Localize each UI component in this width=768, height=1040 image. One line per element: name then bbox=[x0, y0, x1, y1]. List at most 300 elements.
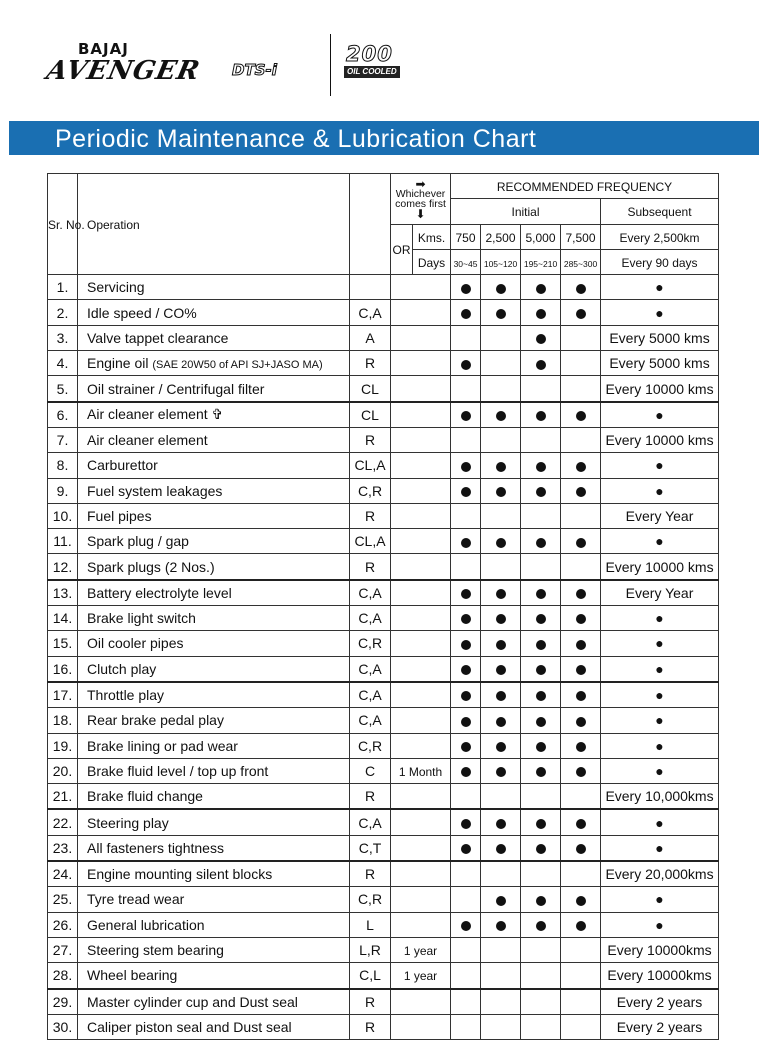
table-row bbox=[48, 861, 719, 887]
initial-cell-2 bbox=[521, 529, 561, 554]
initial-cell-2 bbox=[521, 963, 561, 989]
dot-icon bbox=[496, 309, 506, 319]
operation-label: Steering play bbox=[87, 814, 169, 831]
sr-no-cell: 17. bbox=[48, 682, 78, 708]
initial-cell-3 bbox=[561, 937, 601, 962]
initial-cell-2 bbox=[521, 275, 561, 300]
subsequent-value: ● bbox=[655, 660, 664, 677]
sr-no-cell: 22. bbox=[48, 809, 78, 835]
sr-no-cell: 13. bbox=[48, 580, 78, 606]
subsequent-value: ● bbox=[655, 533, 664, 550]
initial-cell-0 bbox=[451, 1014, 481, 1039]
sr-no-cell: 29. bbox=[48, 989, 78, 1015]
initial-cell-3 bbox=[561, 887, 601, 912]
table-row bbox=[48, 402, 719, 428]
initial-cell-1 bbox=[481, 963, 521, 989]
dot-icon bbox=[496, 896, 506, 906]
limit-cell bbox=[391, 503, 451, 528]
initial-cell-0 bbox=[451, 835, 481, 861]
initial-cell-0 bbox=[451, 503, 481, 528]
code-cell bbox=[350, 275, 391, 300]
subsequent-value: ● bbox=[655, 635, 664, 652]
dot-icon bbox=[576, 487, 586, 497]
operation-cell bbox=[78, 351, 350, 376]
initial-cell-1 bbox=[481, 351, 521, 376]
sr-no-cell: 6. bbox=[48, 402, 78, 428]
table-row bbox=[48, 784, 719, 810]
table-row bbox=[48, 351, 719, 376]
initial-cell-3 bbox=[561, 835, 601, 861]
subsequent-cell bbox=[601, 325, 719, 350]
initial-cell-0 bbox=[451, 963, 481, 989]
subsequent-value: Every 10000 kms bbox=[605, 432, 714, 449]
dot-icon bbox=[496, 284, 506, 294]
initial-cell-0 bbox=[451, 989, 481, 1015]
limit-cell bbox=[391, 733, 451, 758]
limit-cell bbox=[391, 351, 451, 376]
header-sub-kms: Every 2,500km bbox=[601, 224, 719, 249]
dot-icon bbox=[576, 462, 586, 472]
subsequent-value: ● bbox=[655, 916, 664, 933]
subsequent-value: Every 5000 kms bbox=[609, 355, 710, 372]
table-row bbox=[48, 606, 719, 631]
operation-cell bbox=[78, 606, 350, 631]
table-row bbox=[48, 529, 719, 554]
sr-no-cell: 15. bbox=[48, 631, 78, 656]
subsequent-cell bbox=[601, 708, 719, 733]
subsequent-value: ● bbox=[655, 457, 664, 474]
initial-cell-1 bbox=[481, 300, 521, 325]
subsequent-value: ● bbox=[655, 762, 664, 779]
dot-icon bbox=[536, 462, 546, 472]
subsequent-value: ● bbox=[655, 712, 664, 729]
sr-no-cell: 10. bbox=[48, 503, 78, 528]
table-row bbox=[48, 631, 719, 656]
dot-icon bbox=[576, 844, 586, 854]
initial-cell-0 bbox=[451, 554, 481, 580]
table-row bbox=[48, 325, 719, 350]
code-cell: C,A bbox=[350, 708, 391, 733]
initial-cell-2 bbox=[521, 809, 561, 835]
limit-cell bbox=[391, 402, 451, 428]
sr-no-cell: 16. bbox=[48, 656, 78, 682]
code-cell: C,R bbox=[350, 631, 391, 656]
initial-cell-0 bbox=[451, 887, 481, 912]
header-whichever: ➡ Whichever comes first ⬇ bbox=[391, 174, 451, 225]
initial-cell-0 bbox=[451, 937, 481, 962]
operation-label: Brake fluid level / top up front bbox=[87, 762, 269, 779]
sr-no-cell: 7. bbox=[48, 427, 78, 452]
limit-cell bbox=[391, 708, 451, 733]
dot-icon bbox=[496, 538, 506, 548]
initial-cell-0 bbox=[451, 708, 481, 733]
initial-cell-3 bbox=[561, 376, 601, 402]
dot-icon bbox=[536, 896, 546, 906]
code-cell: R bbox=[350, 503, 391, 528]
initial-cell-2 bbox=[521, 554, 561, 580]
subsequent-cell bbox=[601, 1014, 719, 1039]
operation-label: Spark plug / gap bbox=[87, 533, 189, 550]
initial-cell-3 bbox=[561, 529, 601, 554]
limit-cell bbox=[391, 606, 451, 631]
initial-cell-3 bbox=[561, 503, 601, 528]
table-row bbox=[48, 758, 719, 783]
initial-cell-2 bbox=[521, 758, 561, 783]
dot-icon bbox=[536, 717, 546, 727]
operation-note: (SAE 20W50 of API SJ+JASO MA) bbox=[152, 359, 323, 372]
subsequent-cell bbox=[601, 758, 719, 783]
dot-icon bbox=[496, 614, 506, 624]
sr-no-cell: 28. bbox=[48, 963, 78, 989]
initial-cell-3 bbox=[561, 861, 601, 887]
dot-icon bbox=[496, 411, 506, 421]
initial-cell-3 bbox=[561, 758, 601, 783]
operation-label: Steering stem bearing bbox=[87, 942, 224, 959]
initial-cell-3 bbox=[561, 656, 601, 682]
subsequent-cell bbox=[601, 580, 719, 606]
header-initial: Initial bbox=[451, 199, 601, 224]
subsequent-value: Every 20,000kms bbox=[605, 866, 714, 883]
subsequent-value: Every 10000 kms bbox=[605, 380, 714, 397]
limit-cell bbox=[391, 300, 451, 325]
initial-cell-0 bbox=[451, 733, 481, 758]
header-kms-label: Kms. bbox=[413, 224, 451, 249]
subsequent-cell bbox=[601, 784, 719, 810]
initial-cell-2 bbox=[521, 427, 561, 452]
dot-icon bbox=[536, 742, 546, 752]
subsequent-cell bbox=[601, 912, 719, 937]
table-row bbox=[48, 912, 719, 937]
header-kms-3: 7,500 bbox=[561, 224, 601, 249]
dot-icon bbox=[496, 462, 506, 472]
operation-cell bbox=[78, 656, 350, 682]
operation-label: General lubrication bbox=[87, 916, 205, 933]
initial-cell-2 bbox=[521, 402, 561, 428]
initial-cell-2 bbox=[521, 351, 561, 376]
subsequent-cell bbox=[601, 937, 719, 962]
dot-icon bbox=[576, 309, 586, 319]
dot-icon bbox=[536, 411, 546, 421]
sr-no-cell: 18. bbox=[48, 708, 78, 733]
brand-maker: BAJAJ bbox=[78, 40, 129, 58]
operation-cell bbox=[78, 835, 350, 861]
initial-cell-0 bbox=[451, 351, 481, 376]
dot-icon bbox=[576, 589, 586, 599]
initial-cell-1 bbox=[481, 656, 521, 682]
subsequent-value: Every 2 years bbox=[616, 993, 703, 1010]
subsequent-cell bbox=[601, 861, 719, 887]
dot-icon bbox=[461, 717, 471, 727]
dot-icon bbox=[576, 896, 586, 906]
subsequent-value: Every 10000kms bbox=[607, 942, 712, 959]
header-days-3: 285~300 bbox=[561, 249, 601, 274]
initial-cell-0 bbox=[451, 912, 481, 937]
subsequent-value: ● bbox=[655, 687, 664, 704]
operation-label: Wheel bearing bbox=[87, 967, 178, 984]
limit-cell bbox=[391, 275, 451, 300]
initial-cell-2 bbox=[521, 708, 561, 733]
subsequent-cell bbox=[601, 835, 719, 861]
subsequent-value: ● bbox=[655, 839, 664, 856]
dot-icon bbox=[536, 665, 546, 675]
initial-cell-0 bbox=[451, 606, 481, 631]
dot-icon bbox=[536, 844, 546, 854]
initial-cell-0 bbox=[451, 529, 481, 554]
operation-cell bbox=[78, 861, 350, 887]
code-cell: C,A bbox=[350, 300, 391, 325]
table-row bbox=[48, 275, 719, 300]
initial-cell-3 bbox=[561, 784, 601, 810]
subsequent-cell bbox=[601, 733, 719, 758]
dot-icon bbox=[496, 767, 506, 777]
subsequent-value: ● bbox=[655, 279, 664, 296]
sr-no-cell: 21. bbox=[48, 784, 78, 810]
subsequent-value: ● bbox=[655, 737, 664, 754]
dot-icon bbox=[576, 284, 586, 294]
initial-cell-1 bbox=[481, 427, 521, 452]
initial-cell-0 bbox=[451, 453, 481, 478]
operation-cell bbox=[78, 325, 350, 350]
dot-icon bbox=[461, 742, 471, 752]
operation-cell bbox=[78, 809, 350, 835]
limit-cell bbox=[391, 529, 451, 554]
operation-label: Brake lining or pad wear bbox=[87, 737, 238, 754]
operation-cell bbox=[78, 1014, 350, 1039]
dot-icon bbox=[461, 487, 471, 497]
table-row bbox=[48, 809, 719, 835]
initial-cell-2 bbox=[521, 937, 561, 962]
brand-engine-note: OIL COOLED bbox=[344, 66, 400, 78]
dot-icon bbox=[536, 921, 546, 931]
initial-cell-3 bbox=[561, 427, 601, 452]
operation-cell bbox=[78, 503, 350, 528]
sr-no-cell: 27. bbox=[48, 937, 78, 962]
initial-cell-0 bbox=[451, 861, 481, 887]
initial-cell-1 bbox=[481, 503, 521, 528]
operation-cell bbox=[78, 784, 350, 810]
header-code bbox=[350, 174, 391, 275]
limit-cell bbox=[391, 427, 451, 452]
limit-cell bbox=[391, 1014, 451, 1039]
initial-cell-0 bbox=[451, 758, 481, 783]
dot-icon bbox=[461, 411, 471, 421]
dot-icon bbox=[461, 691, 471, 701]
limit-cell bbox=[391, 835, 451, 861]
dot-icon bbox=[536, 614, 546, 624]
initial-cell-1 bbox=[481, 554, 521, 580]
code-cell: R bbox=[350, 427, 391, 452]
dot-icon bbox=[576, 819, 586, 829]
operation-cell bbox=[78, 580, 350, 606]
table-row bbox=[48, 376, 719, 402]
header-days-2: 195~210 bbox=[521, 249, 561, 274]
brand-divider bbox=[330, 34, 331, 96]
code-cell: R bbox=[350, 989, 391, 1015]
code-cell: C,R bbox=[350, 733, 391, 758]
code-cell: L bbox=[350, 912, 391, 937]
limit-cell bbox=[391, 887, 451, 912]
dot-icon bbox=[461, 614, 471, 624]
subsequent-cell bbox=[601, 275, 719, 300]
code-cell: L,R bbox=[350, 937, 391, 962]
header-operation: Operation bbox=[78, 174, 350, 275]
initial-cell-2 bbox=[521, 989, 561, 1015]
initial-cell-3 bbox=[561, 402, 601, 428]
limit-cell bbox=[391, 656, 451, 682]
header-or: OR bbox=[391, 224, 413, 275]
sr-no-cell: 25. bbox=[48, 887, 78, 912]
operation-cell bbox=[78, 376, 350, 402]
subsequent-value: ● bbox=[655, 304, 664, 321]
dot-icon bbox=[496, 640, 506, 650]
operation-cell bbox=[78, 478, 350, 503]
initial-cell-0 bbox=[451, 478, 481, 503]
dot-icon bbox=[496, 487, 506, 497]
operation-cell bbox=[78, 453, 350, 478]
code-cell: C,A bbox=[350, 606, 391, 631]
initial-cell-1 bbox=[481, 784, 521, 810]
sr-no-cell: 19. bbox=[48, 733, 78, 758]
table-row bbox=[48, 427, 719, 452]
dot-icon bbox=[461, 284, 471, 294]
subsequent-cell bbox=[601, 402, 719, 428]
operation-label: Oil cooler pipes bbox=[87, 635, 184, 652]
initial-cell-0 bbox=[451, 275, 481, 300]
limit-value: 1 Month bbox=[398, 764, 443, 779]
subsequent-value: ● bbox=[655, 610, 664, 627]
initial-cell-1 bbox=[481, 376, 521, 402]
sr-no-cell: 1. bbox=[48, 275, 78, 300]
code-cell: CL bbox=[350, 376, 391, 402]
arrow-right-icon: ➡ bbox=[415, 176, 426, 191]
initial-cell-1 bbox=[481, 325, 521, 350]
limit-cell bbox=[391, 376, 451, 402]
operation-label: Master cylinder cup and Dust seal bbox=[87, 993, 298, 1010]
initial-cell-3 bbox=[561, 733, 601, 758]
operation-label: Idle speed / CO% bbox=[87, 304, 197, 321]
sr-no-cell: 26. bbox=[48, 912, 78, 937]
initial-cell-1 bbox=[481, 478, 521, 503]
initial-cell-0 bbox=[451, 325, 481, 350]
initial-cell-1 bbox=[481, 937, 521, 962]
subsequent-value: Every 10000kms bbox=[607, 967, 712, 984]
subsequent-cell bbox=[601, 478, 719, 503]
operation-cell bbox=[78, 427, 350, 452]
maintenance-chart bbox=[47, 173, 719, 1040]
subsequent-value: ● bbox=[655, 406, 664, 423]
dot-icon bbox=[576, 921, 586, 931]
code-cell: R bbox=[350, 1014, 391, 1039]
subsequent-cell bbox=[601, 606, 719, 631]
initial-cell-3 bbox=[561, 554, 601, 580]
initial-cell-1 bbox=[481, 989, 521, 1015]
operation-label: Caliper piston seal and Dust seal bbox=[87, 1018, 292, 1035]
subsequent-cell bbox=[601, 963, 719, 989]
initial-cell-3 bbox=[561, 1014, 601, 1039]
table-row bbox=[48, 682, 719, 708]
dot-icon bbox=[536, 691, 546, 701]
initial-cell-0 bbox=[451, 402, 481, 428]
initial-cell-3 bbox=[561, 351, 601, 376]
initial-cell-3 bbox=[561, 580, 601, 606]
dot-icon bbox=[576, 411, 586, 421]
dot-icon bbox=[496, 921, 506, 931]
operation-label: Air cleaner element ✞ bbox=[87, 406, 224, 423]
initial-cell-0 bbox=[451, 580, 481, 606]
limit-cell bbox=[391, 963, 451, 989]
code-cell: C,A bbox=[350, 580, 391, 606]
initial-cell-1 bbox=[481, 733, 521, 758]
dot-icon bbox=[576, 665, 586, 675]
table-row bbox=[48, 300, 719, 325]
operation-cell bbox=[78, 402, 350, 428]
operation-cell bbox=[78, 989, 350, 1015]
initial-cell-0 bbox=[451, 682, 481, 708]
operation-cell bbox=[78, 708, 350, 733]
initial-cell-3 bbox=[561, 631, 601, 656]
initial-cell-1 bbox=[481, 809, 521, 835]
subsequent-value: Every Year bbox=[625, 508, 694, 524]
header bbox=[0, 0, 768, 110]
initial-cell-3 bbox=[561, 682, 601, 708]
limit-cell bbox=[391, 631, 451, 656]
subsequent-cell bbox=[601, 300, 719, 325]
subsequent-value: Every 10000 kms bbox=[605, 558, 714, 575]
code-cell: R bbox=[350, 554, 391, 580]
code-cell: C,A bbox=[350, 656, 391, 682]
initial-cell-2 bbox=[521, 682, 561, 708]
code-cell: C,A bbox=[350, 682, 391, 708]
dot-icon bbox=[576, 640, 586, 650]
operation-label: Brake fluid change bbox=[87, 788, 203, 805]
header-days-label: Days bbox=[413, 249, 451, 274]
initial-cell-1 bbox=[481, 529, 521, 554]
initial-cell-3 bbox=[561, 478, 601, 503]
sr-no-cell: 5. bbox=[48, 376, 78, 402]
initial-cell-1 bbox=[481, 402, 521, 428]
dot-icon bbox=[461, 309, 471, 319]
table-row bbox=[48, 887, 719, 912]
table-row bbox=[48, 733, 719, 758]
sr-no-cell: 30. bbox=[48, 1014, 78, 1039]
subsequent-cell bbox=[601, 809, 719, 835]
subsequent-value: ● bbox=[655, 482, 664, 499]
initial-cell-2 bbox=[521, 300, 561, 325]
sr-no-cell: 20. bbox=[48, 758, 78, 783]
initial-cell-2 bbox=[521, 656, 561, 682]
initial-cell-1 bbox=[481, 606, 521, 631]
dot-icon bbox=[536, 767, 546, 777]
dot-icon bbox=[461, 589, 471, 599]
code-cell: R bbox=[350, 861, 391, 887]
initial-cell-1 bbox=[481, 758, 521, 783]
operation-label: Fuel system leakages bbox=[87, 482, 223, 499]
dot-icon bbox=[576, 767, 586, 777]
operation-label: Engine oil bbox=[87, 355, 149, 372]
subsequent-value: Every 2 years bbox=[616, 1018, 703, 1035]
operation-cell bbox=[78, 682, 350, 708]
table-row bbox=[48, 937, 719, 962]
operation-label: Brake light switch bbox=[87, 610, 196, 627]
sr-no-cell: 9. bbox=[48, 478, 78, 503]
dot-icon bbox=[461, 538, 471, 548]
title-bar bbox=[9, 121, 759, 155]
dot-icon bbox=[461, 360, 471, 370]
sr-no-cell: 2. bbox=[48, 300, 78, 325]
initial-cell-3 bbox=[561, 453, 601, 478]
subsequent-value: Every 5000 kms bbox=[609, 329, 710, 346]
dot-icon bbox=[496, 844, 506, 854]
